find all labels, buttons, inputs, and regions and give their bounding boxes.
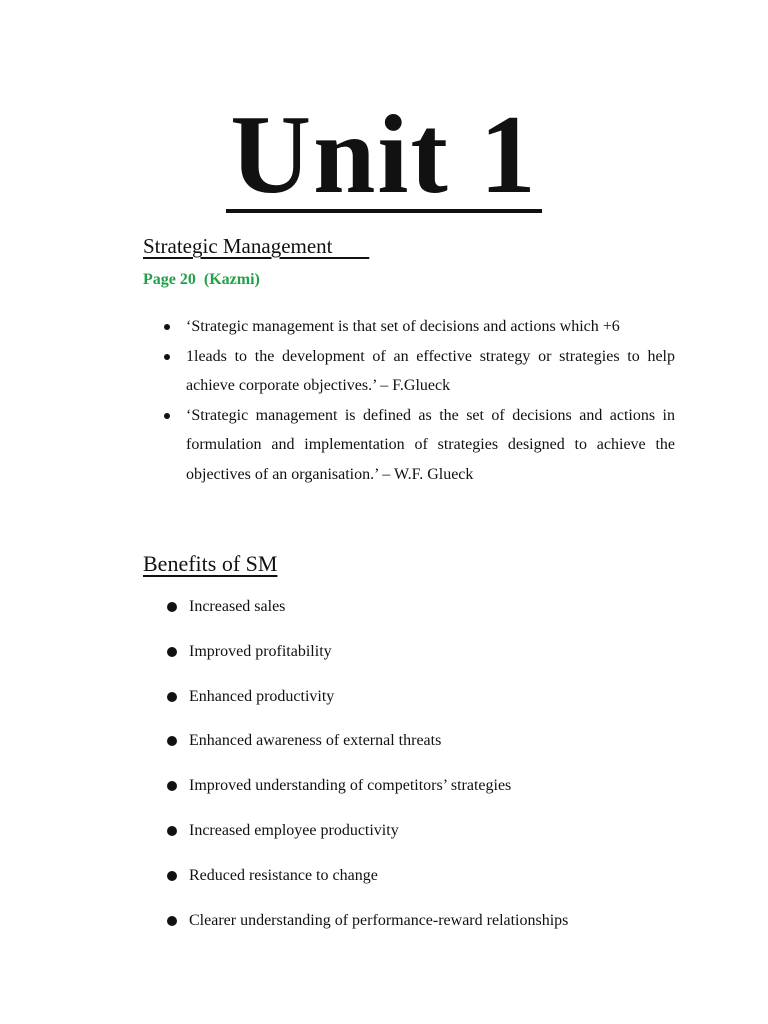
definition-text: 1leads to the development of an effective strategy or strategies to help achieve corporate objectives.’ – F.Glueck bbox=[186, 347, 675, 395]
benefits-list bbox=[189, 596, 568, 954]
bullet-icon bbox=[167, 826, 177, 836]
bullet-icon bbox=[167, 736, 177, 746]
benefit-item bbox=[189, 820, 568, 865]
bullet-icon bbox=[167, 602, 177, 612]
benefit-text: Clearer understanding of performance-reward relationships bbox=[189, 911, 569, 929]
unit-title bbox=[0, 92, 768, 218]
benefit-text: Improved profitability bbox=[189, 642, 332, 660]
benefit-item bbox=[189, 910, 568, 955]
bullet-icon bbox=[167, 871, 177, 881]
bullet-icon bbox=[164, 413, 170, 419]
benefit-text: Improved understanding of competitors’ strategies bbox=[189, 777, 512, 795]
benefit-text: Increased sales bbox=[189, 598, 286, 615]
unit-title-text: Unit 1 bbox=[226, 101, 542, 213]
page-reference: Page 20 (Kazmi) bbox=[143, 271, 260, 288]
benefit-item bbox=[189, 775, 568, 820]
benefit-item bbox=[189, 865, 568, 910]
benefit-text: Enhanced productivity bbox=[189, 687, 335, 705]
benefit-text: Increased employee productivity bbox=[189, 821, 399, 839]
definition-item bbox=[186, 401, 675, 490]
bullet-icon bbox=[167, 647, 177, 657]
bullet-icon bbox=[164, 324, 170, 330]
benefit-item bbox=[189, 686, 568, 731]
definition-text: ‘Strategic management is that set of decisions and actions which +6 bbox=[186, 318, 620, 335]
benefit-text: Reduced resistance to change bbox=[189, 866, 378, 884]
bullet-icon bbox=[164, 354, 170, 360]
benefit-item bbox=[189, 641, 568, 686]
benefit-item bbox=[189, 730, 568, 775]
bullet-icon bbox=[167, 781, 177, 791]
benefit-item bbox=[189, 596, 568, 641]
definition-item bbox=[186, 342, 675, 401]
bullet-icon bbox=[167, 916, 177, 926]
bullet-icon bbox=[167, 692, 177, 702]
definition-list bbox=[186, 312, 675, 490]
benefits-heading: Benefits of SM bbox=[143, 551, 278, 576]
definition-item bbox=[186, 312, 675, 342]
benefit-text: Enhanced awareness of external threats bbox=[189, 732, 442, 750]
definition-text: ‘Strategic management is defined as the set of decisions and actions in formulation and implementation of strategies designed to achieve the objectives of an organisation.’ – W.F. Glueck bbox=[186, 406, 675, 483]
strategic-management-heading: Strategic Management bbox=[143, 234, 370, 258]
